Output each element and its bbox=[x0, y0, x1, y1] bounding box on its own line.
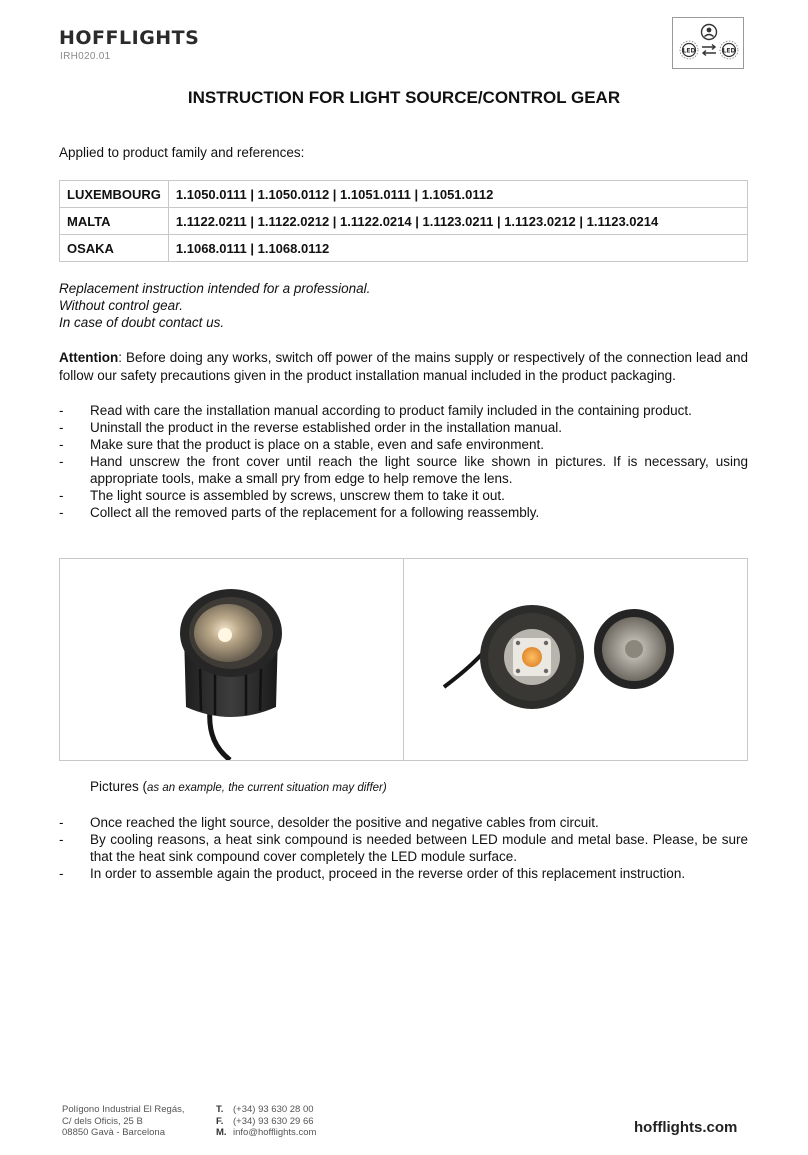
family-cell: LUXEMBOURG bbox=[60, 181, 169, 208]
step-text: The light source is assembled by screws, unscrew them to take it out. bbox=[90, 488, 505, 503]
table-row bbox=[60, 235, 748, 262]
led-icon bbox=[720, 41, 738, 59]
bullet-dash: - bbox=[59, 488, 64, 503]
bullet-dash: - bbox=[59, 454, 64, 469]
address-line: Polígono Industrial El Regás, bbox=[62, 1104, 185, 1115]
step-text: Once reached the light source, desolder the positive and negative cables from circuit. bbox=[90, 815, 599, 830]
document-code: IRH020.01 bbox=[60, 51, 111, 62]
table-row bbox=[60, 208, 748, 235]
list-item bbox=[59, 831, 748, 865]
website-link[interactable]: hofflights.com bbox=[634, 1119, 738, 1136]
applied-intro: Applied to product family and references: bbox=[59, 145, 305, 160]
bullet-dash: - bbox=[59, 420, 64, 435]
contact-fax bbox=[216, 1116, 316, 1128]
contact-key: F. bbox=[216, 1115, 224, 1127]
bullet-dash: - bbox=[59, 815, 64, 830]
product-photos bbox=[59, 558, 748, 761]
family-cell: OSAKA bbox=[60, 235, 169, 262]
company-logo: HOFFLIGHTS bbox=[59, 27, 200, 49]
footer-contacts bbox=[216, 1104, 316, 1139]
svg-text:LED: LED bbox=[682, 47, 696, 55]
step-text: In order to assemble again the product, proceed in the reverse order of this replacement instruction. bbox=[90, 866, 686, 881]
list-item bbox=[59, 402, 748, 419]
list-item bbox=[59, 814, 748, 831]
contact-phone bbox=[216, 1104, 316, 1116]
contact-key: M. bbox=[216, 1127, 227, 1138]
footer-address bbox=[62, 1104, 185, 1139]
address-line: C/ dels Oficis, 25 B bbox=[62, 1115, 143, 1127]
list-item bbox=[59, 504, 748, 521]
family-cell: MALTA bbox=[60, 208, 169, 235]
photo-assembled-luminaire bbox=[60, 559, 403, 760]
led-icon bbox=[680, 41, 698, 59]
bullet-dash: - bbox=[59, 505, 64, 520]
contact-key: T. bbox=[216, 1104, 224, 1115]
step-text: By cooling reasons, a heat sink compound is needed between LED module and metal base. Please, be sure that the heat sink compound cover completely the LED module surface. bbox=[90, 832, 748, 864]
table-row bbox=[60, 181, 748, 208]
svg-text:LED: LED bbox=[722, 47, 736, 55]
note-line: Replacement instruction intended for a professional. bbox=[59, 281, 371, 296]
pictures-caption bbox=[90, 779, 387, 794]
step-text: Collect all the removed parts of the replacement for a following reassembly. bbox=[90, 505, 540, 520]
note-line: In case of doubt contact us. bbox=[59, 315, 225, 330]
list-item bbox=[59, 487, 748, 504]
bullet-dash: - bbox=[59, 403, 64, 418]
bullet-dash: - bbox=[59, 866, 64, 881]
step-text: Make sure that the product is place on a stable, even and safe environment. bbox=[90, 437, 545, 452]
attention-text: : Before doing any works, switch off power of the mains supply or respectively of the connection lead and follow our safety precautions given in the product installation manual included in the product packaging. bbox=[59, 350, 748, 383]
replaceable-light-source-badge bbox=[672, 17, 744, 69]
note-line: Without control gear. bbox=[59, 298, 183, 313]
list-item bbox=[59, 453, 748, 487]
step-text: Uninstall the product in the reverse established order in the installation manual. bbox=[90, 420, 563, 435]
bullet-dash: - bbox=[59, 437, 64, 452]
caption-main: Pictures ( bbox=[90, 779, 148, 794]
address-line: 08850 Gavà - Barcelona bbox=[62, 1127, 165, 1138]
attention-paragraph bbox=[59, 349, 748, 385]
instruction-steps bbox=[59, 402, 748, 521]
bullet-dash: - bbox=[59, 832, 64, 847]
references-table bbox=[59, 180, 748, 262]
refs-cell: 1.1050.0111 | 1.1050.0112 | 1.1051.0111 | 1.1051.0112 bbox=[168, 181, 747, 208]
step-text: Hand unscrew the front cover until reach the light source like shown in pictures. If is necessary, using appropriate tools, make a small pry from edge to help remove the lens. bbox=[90, 454, 748, 486]
contact-value[interactable]: info@hofflights.com bbox=[233, 1127, 317, 1138]
swap-arrows-icon bbox=[702, 45, 716, 56]
list-item bbox=[59, 419, 748, 436]
reassembly-steps bbox=[59, 814, 748, 882]
refs-cell: 1.1068.0111 | 1.1068.0112 bbox=[168, 235, 747, 262]
refs-cell: 1.1122.0211 | 1.1122.0212 | 1.1122.0214 | 1.1123.0211 | 1.1123.0212 | 1.1123.0214 bbox=[168, 208, 747, 235]
page-title: INSTRUCTION FOR LIGHT SOURCE/CONTROL GEAR bbox=[187, 88, 621, 107]
contact-value: (+34) 93 630 28 00 bbox=[233, 1104, 314, 1115]
attention-label: Attention bbox=[59, 350, 119, 365]
contact-value: (+34) 93 630 29 66 bbox=[233, 1115, 314, 1127]
person-icon bbox=[702, 25, 717, 40]
list-item bbox=[59, 865, 748, 882]
caption-note: as an example, the current situation may differ) bbox=[147, 782, 387, 794]
professional-notes bbox=[59, 280, 370, 331]
list-item bbox=[59, 436, 748, 453]
photo-opened-light-source bbox=[403, 559, 747, 760]
step-text: Read with care the installation manual according to product family included in the containing product. bbox=[90, 403, 692, 418]
contact-email[interactable] bbox=[216, 1127, 316, 1139]
